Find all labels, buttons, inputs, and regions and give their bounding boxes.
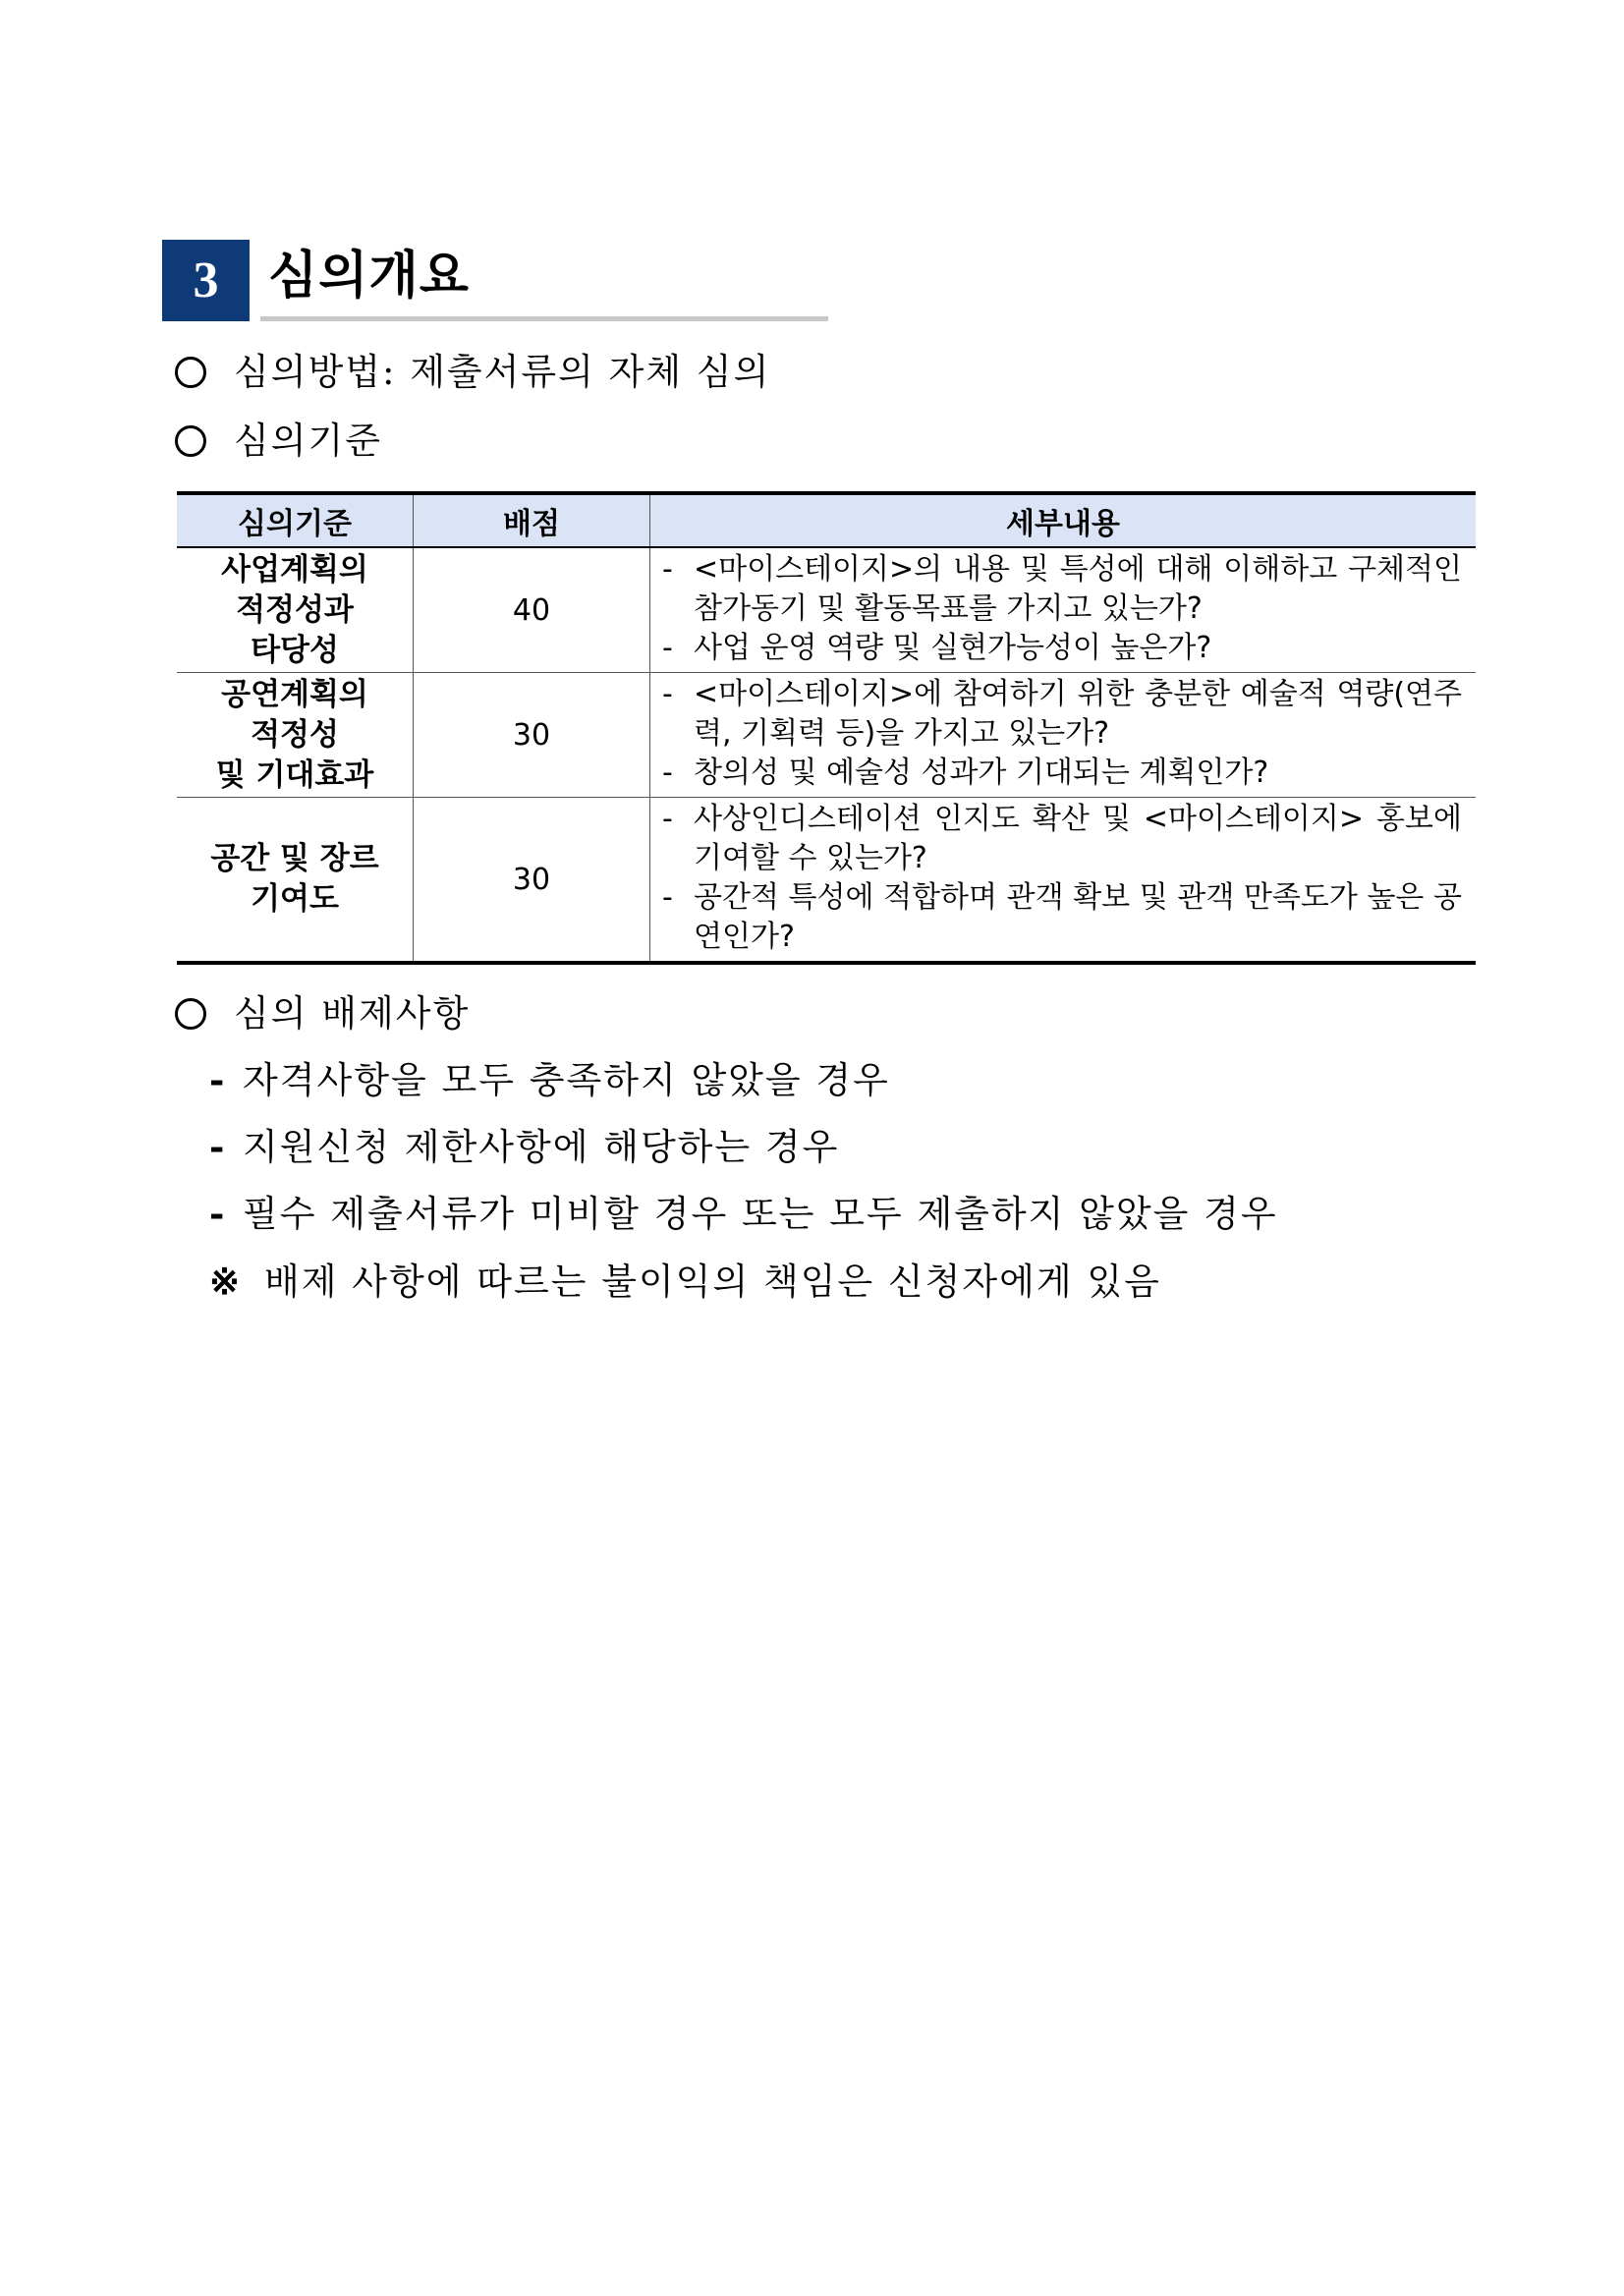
detail-item: - 공간적 특성에 적합하며 관객 확보 및 관객 만족도가 높은 공연인가?: [662, 878, 1462, 957]
header-criterion: 심의기준: [177, 493, 414, 547]
section-number-badge: 3: [162, 240, 250, 321]
criterion-cell: 공간 및 장르 기여도: [177, 798, 414, 964]
exclusion-item: - 지원신청 제한사항에 해당하는 경우: [209, 1122, 839, 1172]
detail-item: - <마이스테이지>에 참여하기 위한 충분한 예술적 역량(연주력, 기획력 등)을 가지고 있는가?: [662, 675, 1462, 754]
header-details: 세부내용: [650, 493, 1477, 547]
circle-bullet-icon: [175, 357, 206, 388]
criterion-cell: 사업계획의 적정성과 타당성: [177, 547, 414, 673]
criteria-heading: 심의기준: [234, 420, 382, 462]
circle-bullet-icon: [175, 425, 206, 457]
detail-item: - 창의성 및 예술성 성과가 기대되는 계획인가?: [662, 754, 1462, 793]
table-row: [177, 547, 1476, 673]
table-row: [177, 673, 1476, 798]
method-text: 심의방법: 제출서류의 자체 심의: [234, 351, 771, 393]
method-line: [175, 348, 770, 397]
detail-item: - <마이스테이지>의 내용 및 특성에 대해 이해하고 구체적인 참가동기 및 활동목표를 가지고 있는가?: [662, 550, 1462, 629]
detail-item: - 사업 운영 역량 및 실현가능성이 높은가?: [662, 629, 1462, 668]
details-cell: [650, 798, 1477, 964]
score-cell: 40: [414, 547, 650, 673]
exclusion-item: - 자격사항을 모두 충족하지 않았을 경우: [209, 1055, 890, 1105]
exclusion-heading: 심의 배제사항: [234, 992, 471, 1035]
dash-marker: -: [209, 1125, 227, 1168]
table-row: [177, 798, 1476, 964]
section-title: 심의개요: [268, 247, 470, 306]
circle-bullet-icon: [175, 998, 206, 1030]
dash-marker: -: [209, 1192, 227, 1235]
criterion-cell: 공연계획의 적정성 및 기대효과: [177, 673, 414, 798]
section-heading: [162, 240, 830, 324]
exclusion-item: - 필수 제출서류가 미비할 경우 또는 모두 제출하지 않았을 경우: [209, 1189, 1278, 1239]
details-cell: [650, 673, 1477, 798]
exclusion-heading-line: [175, 989, 470, 1038]
details-cell: [650, 547, 1477, 673]
header-score: 배점: [414, 493, 650, 547]
criteria-table: [177, 491, 1476, 965]
criteria-heading-line: [175, 417, 382, 466]
table-header-row: [177, 493, 1476, 547]
score-cell: 30: [414, 798, 650, 964]
reference-mark-icon: ※: [209, 1260, 243, 1303]
score-cell: 30: [414, 673, 650, 798]
section-underline: [260, 316, 828, 321]
exclusion-note: ※ 배제 사항에 따르는 불이익의 책임은 신청자에게 있음: [209, 1257, 1161, 1307]
dash-marker: -: [209, 1058, 227, 1101]
detail-item: - 사상인디스테이션 인지도 확산 및 <마이스테이지> 홍보에 기여할 수 있는가?: [662, 800, 1462, 878]
